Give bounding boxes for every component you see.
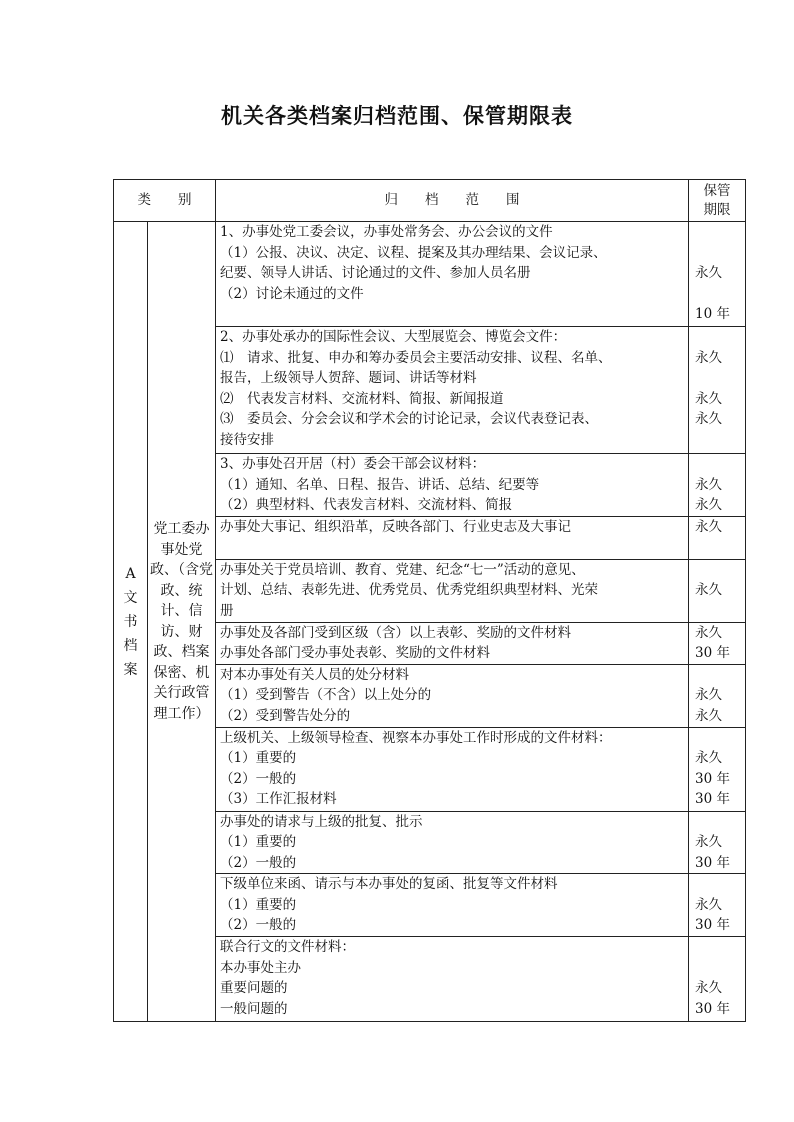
period-value: 30 年 <box>695 1000 730 1017</box>
period-value <box>695 454 741 475</box>
period-value <box>695 958 741 979</box>
header-scope <box>216 180 689 222</box>
header-category-label: 类 别 <box>137 192 192 209</box>
scope-line: （1）重要的 <box>220 750 297 766</box>
scope-line: ⑶ 委员会、分会会议和学术会的讨论记录，会议代表登记表、 <box>220 411 598 427</box>
header-period-line2: 期限 <box>703 201 731 218</box>
period-value: 永久 <box>695 834 722 850</box>
scope-line: ⑴ 请求、批复、申办和筹办委员会主要活动安排、议程、名单、 <box>220 349 612 366</box>
scope-cell <box>216 727 689 811</box>
header-period-line1: 保管 <box>703 182 731 199</box>
scope-line: 办事处大事记、组织沿革，反映各部门、行业史志及大事记 <box>220 518 571 535</box>
period-value: 10 年 <box>695 306 730 322</box>
period-cell <box>689 222 746 327</box>
scope-line: （2）讨论未通过的文件 <box>220 285 364 302</box>
period-value <box>695 812 741 833</box>
period-value: 永久 <box>695 582 722 598</box>
period-value <box>695 243 741 264</box>
period-value <box>695 284 741 305</box>
scope-line: 一般问题的 <box>220 1000 288 1017</box>
period-cell <box>689 937 746 1022</box>
period-value <box>695 327 741 348</box>
scope-line: 对本办事处有关人员的处分材料 <box>220 666 409 683</box>
scope-line: 计划、总结、表彰先进、优秀党员、优秀党组织典型材料、光荣 <box>220 582 598 598</box>
scope-line: 上级机关、上级领导检查、视察本办事处工作时形成的文件材料： <box>220 729 612 746</box>
period-value: 永久 <box>695 707 722 724</box>
scope-line: （3）工作汇报材料 <box>220 791 337 807</box>
scope-line: 联合行文的文件材料： <box>220 939 355 955</box>
scope-line: 接待安排 <box>220 431 274 448</box>
scope-line: （2）典型材料、代表发言材料、交流材料、简报 <box>220 497 513 513</box>
scope-line: 3、办事处召开居（村）委会干部会议材料： <box>220 456 486 472</box>
scope-line: （2）受到警告处分的 <box>220 707 351 724</box>
scope-cell <box>216 937 689 1022</box>
subcategory-text: 党工委办事处党政、（含党政、统计、信访、财政、档案保密、机关行政管理工作） <box>150 521 213 722</box>
period-cell <box>689 874 746 937</box>
period-value: 永久 <box>695 349 722 366</box>
scope-cell <box>216 327 689 454</box>
period-value <box>695 665 741 686</box>
scope-line: （1）重要的 <box>220 834 297 850</box>
category-a-char: 文 <box>123 589 138 606</box>
archive-retention-table <box>113 179 746 1022</box>
period-value: 永久 <box>695 411 722 427</box>
scope-line: （1）通知、名单、日程、报告、讲话、总结、纪要等 <box>220 476 540 493</box>
period-value: 30 年 <box>695 917 730 933</box>
scope-cell <box>216 559 689 622</box>
period-value: 永久 <box>695 476 722 493</box>
category-a-char: 案 <box>123 661 138 678</box>
scope-line: （2）一般的 <box>220 770 297 787</box>
subcategory-cell <box>148 222 216 1022</box>
category-a-cell <box>114 222 148 1022</box>
period-value <box>695 874 741 895</box>
scope-line: 报告，上级领导人贺辞、题词、讲话等材料 <box>220 370 477 386</box>
scope-line: （2）一般的 <box>220 854 297 871</box>
period-value: 30 年 <box>695 791 730 807</box>
scope-cell <box>216 222 689 327</box>
period-cell <box>689 327 746 454</box>
table-row <box>114 222 746 327</box>
period-value: 永久 <box>695 750 722 766</box>
scope-line: （2）一般的 <box>220 917 297 933</box>
period-value: 30 年 <box>695 645 730 661</box>
header-scope-label: 归 档 范 围 <box>384 192 520 209</box>
scope-line: 册 <box>220 602 234 619</box>
period-value: 永久 <box>695 980 722 996</box>
scope-line: ⑵ 代表发言材料、交流材料、简报、新闻报道 <box>220 390 504 407</box>
period-value <box>695 728 741 749</box>
period-value: 30 年 <box>695 770 730 787</box>
period-value: 永久 <box>695 265 722 281</box>
scope-cell <box>216 622 689 664</box>
category-a-char: 档 <box>123 637 138 654</box>
scope-line: （1）重要的 <box>220 896 297 913</box>
scope-line: 办事处关于党员培训、教育、党建、纪念“七一”活动的意见、 <box>220 561 585 578</box>
scope-line: 1、办事处党工委会议，办事处常务会、办公会议的文件 <box>220 224 553 240</box>
scope-cell <box>216 454 689 517</box>
category-a-char: A <box>125 565 136 582</box>
table-header-row <box>114 180 746 222</box>
scope-cell <box>216 811 689 874</box>
period-value: 永久 <box>695 687 722 703</box>
period-value <box>695 430 741 451</box>
period-value: 永久 <box>695 896 722 913</box>
period-value: 永久 <box>695 624 722 641</box>
scope-line: （1）受到警告（不含）以上处分的 <box>220 687 432 703</box>
period-cell <box>689 559 746 622</box>
header-period <box>689 180 746 222</box>
period-value: 永久 <box>695 390 722 407</box>
scope-line: 重要问题的 <box>220 980 288 996</box>
scope-cell <box>216 874 689 937</box>
scope-cell <box>216 516 689 559</box>
page-title: 机关各类档案归档范围、保管期限表 <box>221 104 573 128</box>
scope-line: 办事处各部门受办事处表彰、奖励的文件材料 <box>220 645 490 661</box>
period-value: 30 年 <box>695 854 730 871</box>
period-cell <box>689 664 746 727</box>
scope-line: 本办事处主办 <box>220 959 301 976</box>
period-cell <box>689 727 746 811</box>
header-category <box>114 180 216 222</box>
period-value <box>695 222 741 243</box>
period-value <box>695 937 741 958</box>
period-value: 永久 <box>695 518 722 535</box>
scope-line: 办事处的请求与上级的批复、批示 <box>220 813 423 830</box>
scope-line: 下级单位来函、请示与本办事处的复函、批复等文件材料 <box>220 876 558 892</box>
category-a-char: 书 <box>123 613 138 630</box>
period-value <box>695 560 741 581</box>
period-cell <box>689 454 746 517</box>
scope-line: 纪要、领导人讲话、讨论通过的文件、参加人员名册 <box>220 265 531 281</box>
period-value: 永久 <box>695 497 722 513</box>
scope-line: （1）公报、决议、决定、议程、提案及其办理结果、会议记录、 <box>220 244 607 261</box>
scope-line: 办事处及各部门受到区级（含）以上表彰、奖励的文件材料 <box>220 624 571 641</box>
period-cell <box>689 622 746 664</box>
period-value <box>695 368 741 389</box>
scope-cell <box>216 664 689 727</box>
period-cell <box>689 516 746 559</box>
scope-line: 2、办事处承办的国际性会议、大型展览会、博览会文件： <box>220 329 567 345</box>
period-cell <box>689 811 746 874</box>
